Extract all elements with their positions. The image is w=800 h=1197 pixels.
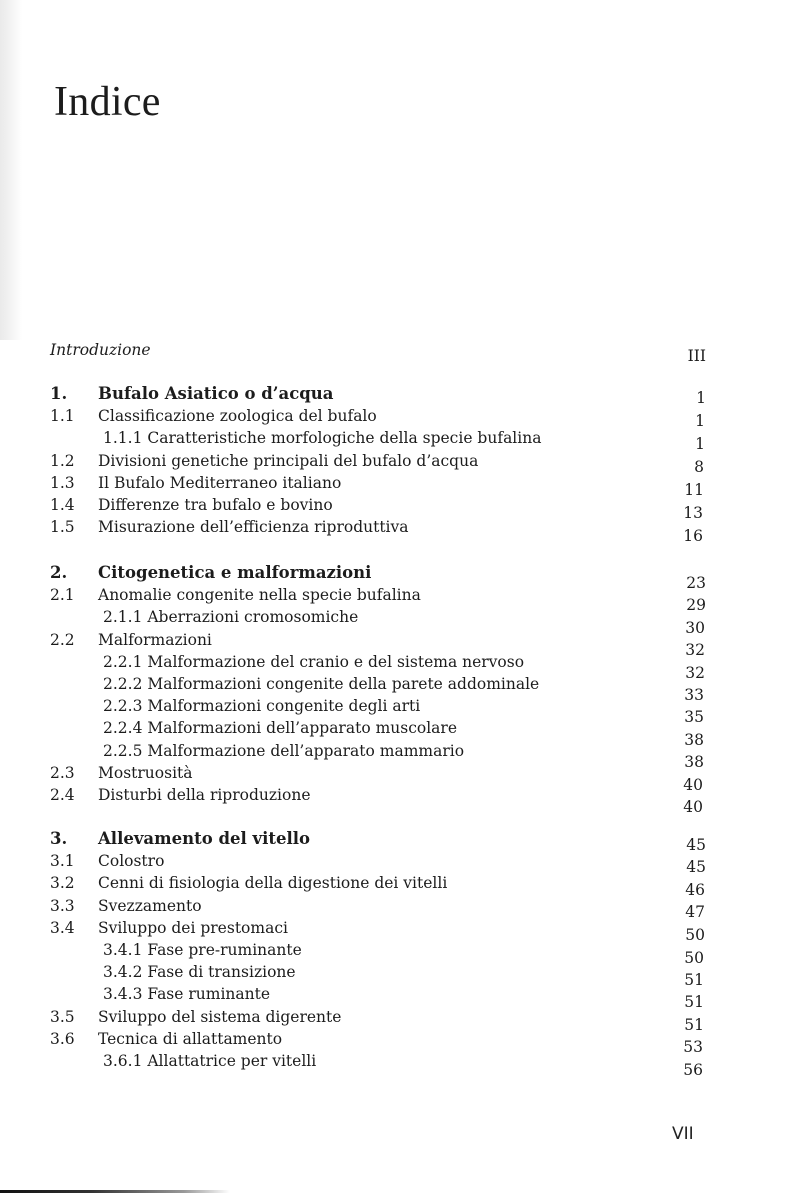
toc-section-row[interactable]	[0, 917, 800, 944]
toc-section-row[interactable]	[0, 629, 800, 660]
toc-entry-label: 2.2.2 Malformazioni congenite della parete addominale	[103, 675, 540, 693]
toc-page-number: 38	[684, 730, 704, 749]
toc-entry-label: Tecnica di allattamento	[98, 1029, 283, 1048]
toc-section-number: 1.1	[50, 407, 75, 426]
toc-section-row[interactable]	[0, 584, 800, 615]
toc-entry-label: Cenni di fisiologia della digestione dei vitelli	[98, 874, 448, 893]
toc-subsection-row[interactable]	[0, 427, 800, 454]
toc-subsection-row[interactable]	[0, 983, 800, 1012]
toc-section-number: 3.6	[50, 1029, 75, 1048]
toc-subsection-row[interactable]	[0, 740, 800, 772]
toc-page-number: 8	[694, 458, 704, 477]
toc-entry-label: 3.6.1 Allattatrice per vitelli	[103, 1052, 317, 1070]
toc-section-number: 1.	[50, 384, 68, 403]
toc-entry-label: 3.4.3 Fase ruminante	[103, 985, 271, 1004]
toc-entry-label: 2.2.4 Malformazioni dell’apparato muscolare	[103, 719, 458, 738]
toc-section-row[interactable]	[0, 494, 800, 523]
toc-entry-label: Disturbi della riproduzione	[98, 786, 311, 804]
scan-edge-shadow	[0, 0, 22, 340]
toc-page-number: 23	[686, 574, 706, 592]
toc-subsection-row[interactable]	[0, 651, 800, 682]
toc-page-number: 32	[685, 663, 705, 682]
toc-page-number: 1	[695, 435, 705, 454]
toc-section-row[interactable]	[0, 450, 800, 477]
toc-entry-label: 3.4.2 Fase di transizione	[103, 963, 296, 982]
toc-entry-label: Citogenetica e malformazioni	[98, 563, 372, 582]
toc-section-row[interactable]	[0, 1028, 800, 1057]
toc-section-number: 3.3	[50, 896, 75, 915]
toc-subsection-row[interactable]	[0, 717, 800, 749]
toc-entry-label: Anomalie congenite nella specie bufalina	[98, 586, 421, 605]
toc-subsection-row[interactable]	[0, 939, 800, 967]
toc-page-number: 50	[684, 948, 704, 967]
toc-page-number: 56	[683, 1061, 703, 1079]
toc-entry-label: Colostro	[98, 852, 165, 871]
toc-page-number: III	[687, 347, 706, 365]
toc-entry-label: 2.1.1 Aberrazioni cromosomiche	[103, 608, 359, 627]
toc-entry-label: Divisioni genetiche principali del bufalo d’acqua	[98, 451, 479, 470]
toc-section-number: 1.2	[50, 451, 75, 470]
toc-page-number: 40	[683, 775, 703, 794]
toc-chapter-row[interactable]	[0, 562, 800, 592]
toc-page-number: 47	[685, 903, 705, 922]
toc-section-row[interactable]	[0, 472, 800, 500]
toc-entry-label: 2.2.1 Malformazione del cranio e del sistema nervoso	[103, 652, 525, 671]
toc-section-number: 1.3	[50, 473, 75, 492]
toc-section-number: 3.4	[50, 918, 75, 937]
toc-section-number: 2.1	[50, 586, 75, 605]
toc-entry-label: Il Bufalo Mediterraneo italiano	[98, 473, 342, 492]
toc-page-number: 53	[683, 1038, 703, 1057]
page-folio: VII	[672, 1124, 694, 1144]
toc-entry-label: Misurazione dell’efficienza riproduttiva	[98, 518, 409, 537]
toc-entry-label: Bufalo Asiatico o d’acqua	[98, 384, 334, 403]
toc-section-number: 3.1	[50, 852, 75, 871]
toc-page-number: 45	[686, 836, 706, 854]
toc-entry-label: Classificazione zoologica del bufalo	[98, 407, 377, 426]
toc-entry-label: Svezzamento	[98, 896, 202, 915]
toc-chapter-row[interactable]	[0, 828, 800, 854]
toc-page-number: 32	[685, 641, 705, 660]
toc-entry-label: Sviluppo del sistema digerente	[98, 1007, 342, 1026]
toc-section-number: 3.	[50, 829, 68, 848]
toc-page-number: 51	[684, 970, 704, 989]
toc-page-number: 35	[684, 708, 704, 727]
toc-page-number: 46	[685, 880, 705, 899]
toc-subsection-row[interactable]	[0, 961, 800, 989]
toc-page-number: 51	[684, 1015, 704, 1034]
toc-page-number: 30	[685, 618, 705, 637]
scan-bottom-edge	[0, 1190, 230, 1193]
toc-entry-label: 1.1.1 Caratteristiche morfologiche della specie bufalina	[103, 429, 542, 448]
toc-section-number: 2.2	[50, 630, 75, 649]
toc-entry-label: 3.4.1 Fase pre-ruminante	[103, 941, 302, 959]
toc-subsection-row[interactable]	[0, 1050, 800, 1079]
toc-section-number: 1.4	[50, 496, 75, 514]
toc-section-row[interactable]	[0, 516, 800, 546]
toc-intro-row[interactable]	[0, 339, 800, 365]
toc-page-number: 38	[684, 753, 704, 772]
toc-section-row[interactable]	[0, 762, 800, 794]
toc-page-number: 29	[686, 596, 706, 615]
toc-entry-label: Mostruosità	[98, 763, 193, 782]
toc-subsection-row[interactable]	[0, 695, 800, 727]
toc-section-number: 3.2	[50, 874, 75, 893]
toc-page-number: 11	[684, 481, 704, 500]
toc-page-number: 51	[684, 993, 704, 1012]
toc-section-row[interactable]	[0, 1006, 800, 1034]
toc-subsection-row[interactable]	[0, 606, 800, 637]
toc-page-number: 1	[696, 389, 706, 407]
toc-page-number: 40	[683, 798, 703, 816]
toc-entry-label: Introduzione	[50, 341, 151, 359]
toc-entry-label: 2.2.5 Malformazione dell’apparato mammario	[103, 741, 465, 760]
toc-page-number: 16	[683, 527, 703, 546]
page-title: Indice	[54, 79, 161, 125]
toc-section-number: 2.3	[50, 763, 75, 782]
toc-section-row[interactable]	[0, 405, 800, 431]
toc-entry-label: Sviluppo dei prestomaci	[98, 918, 288, 937]
toc-entry-label: 2.2.3 Malformazioni congenite degli arti	[103, 697, 421, 716]
toc-page-number: 13	[683, 504, 703, 523]
toc-section-row[interactable]	[0, 850, 800, 877]
toc-entry-label: Differenze tra bufalo e bovino	[98, 496, 333, 514]
toc-page-number: 45	[686, 858, 706, 877]
toc-section-row[interactable]	[0, 872, 800, 899]
toc-page-number: 50	[685, 925, 705, 944]
toc-entry-label: Allevamento del vitello	[98, 829, 311, 848]
toc-chapter-row[interactable]	[0, 383, 800, 405]
toc-section-number: 1.5	[50, 518, 75, 537]
toc-page-number: 33	[684, 686, 704, 704]
toc-subsection-row[interactable]	[0, 673, 800, 704]
toc-section-number: 2.	[50, 563, 68, 582]
toc-section-number: 3.5	[50, 1007, 75, 1026]
toc-entry-label: Malformazioni	[98, 630, 212, 649]
toc-section-row[interactable]	[0, 895, 800, 922]
toc-section-number: 2.4	[50, 786, 75, 804]
toc-section-row[interactable]	[0, 784, 800, 816]
toc-page-number: 1	[695, 412, 705, 431]
